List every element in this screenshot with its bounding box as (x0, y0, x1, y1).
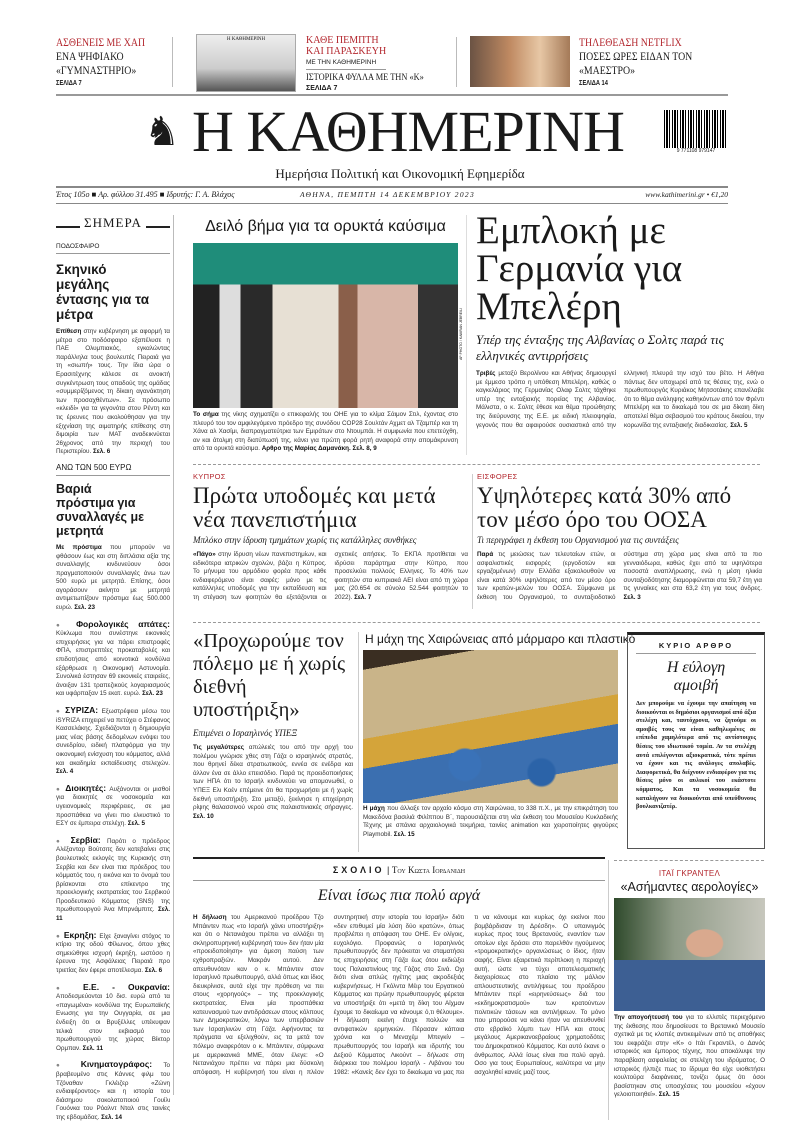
story-kicker: ΑΝΩ ΤΩΝ 500 ΕΥΡΩ (56, 463, 170, 476)
story-title: Υψηλότερες κατά 30% από τον μέσο όρο του ΟΟΣΑ (477, 483, 732, 532)
teaser-1[interactable] (56, 35, 171, 87)
story-subtitle: Μπλόκο στην ίδρυση τμημάτων χωρίς τις κατάλληλες συνθήκες (193, 535, 417, 545)
barcode-number: 9 771108 979147 (676, 148, 716, 154)
editorial-header: ΚΥΡΙΟ ΑΡΘΡΟ (636, 641, 756, 654)
date-line: ΑΘΗΝΑ, ΠΕΜΠΤΗ 14 ΔΕΚΕΜΒΡΙΟΥ 2023 (300, 190, 476, 199)
battle-title[interactable]: Η μάχη της Χαιρώνειας από μάρμαρο και πλαστικό (365, 632, 636, 646)
teaser-kicker: ΤΗΛΕΘΕΑΣΗ NETFLIX (579, 35, 682, 49)
bullet-icon: ● (56, 932, 64, 940)
battle-caption: Η μάχη που άλλαξε τον αρχαίο κόσμο στη Χαιρώνεια, το 338 π.Χ., με την επικράτηση του Μακεδόνα βασιλιά Φιλίππου Β΄, παρουσιάζεται στη νέα έκθεση του Μουσείου Κυκλαδικής Τέχνης με σπάνια αρχαιολογικά τεκμήρια, ταινίες animation και χειροποίητες φιγούρες Playmobil. Σελ. 15 (363, 805, 618, 838)
story-subtitle: Επιμένει ο Ισραηλινός ΥΠΕΞ (193, 728, 298, 738)
comment-header: ΣΧΟΛΙΟ | Του Κωστα Ιορδανιδη (332, 865, 466, 875)
story-title: Βαριά πρόστιμα για συναλλαγές με μετρητά (56, 481, 145, 538)
story-title: Πρώτα υποδομές και μετά νέα πανεπιστήμια (193, 483, 436, 532)
photo-credit: AP PHOTO / KAMRAN JEBREILI (459, 308, 463, 360)
teaser-2[interactable] (306, 35, 452, 92)
lead-story[interactable] (476, 209, 766, 430)
website-price[interactable]: www.kathimerini.gr • €1,20 (645, 190, 728, 199)
story-title: «Ασήμαντες αερολογίες» (620, 880, 759, 894)
cop28-photo[interactable] (193, 243, 458, 408)
teaser-page: ΣΕΛΙΔΑ 14 (579, 80, 608, 87)
bullet-icon: ● (56, 1062, 81, 1070)
story-subtitle: Τι περιγράφει η έκθεση του Οργανισμού για τις συντάξεις (477, 535, 679, 545)
lead-subtitle: Υπέρ της ένταξης της Αλβανίας ο Σολτς παρά τις ελληνικές αντιρρήσεις (476, 332, 724, 363)
cyprus-story[interactable]: ΚΥΠΡΟΣ Πρώτα υποδομές και μετά νέα πανεπιστήμια Μπλόκο στην ίδρυση τμημάτων χωρίς τις κατάλληλες συνθήκες «Πάγο» στην ίδρυση νέων πανεπιστημίων, και ειδικότερα ιατρικών σχολών, βάζει η Κύπρος. Το μήνυμα του αρμόδιου φορέα προς κάθε ενδιαφερόμενο είναι σαφές: μόνο με τις κατάλληλες υποδομές για την εκπαίδευση και τη στέγαση των φοιτητών θα εξετάζονται οι σχετικές αιτήσεις. Το ΕΚΠΑ προτίθεται να ιδρύσει παράρτημα στην Κύπρο, που προσελκύει πολλούς Ελληνες. Το 40% των φοιτητών στα κυπριακά ΑΕΙ είναι από τη χώρα μας (20.654 σε σύνολο 52.544 φοιτητών το 2022). Σελ. 7 (193, 472, 468, 601)
page-ref: Σελ. 23 (74, 604, 96, 612)
editorial-title: Η εύλογη αμοιβή (666, 659, 726, 694)
thumb-masthead: Η ΚΑΘΗΜΕΡΙΝΗ (226, 37, 266, 42)
today-brief[interactable]: ● Σερβία: Παρότι ο πρόεδρος Αλέξανταρ Βούτσιτς δεν κατεβαίνει στις βουλευτικές εκλογές της Κυριακής στη Σερβία και δεν είναι πια πρόεδρος του κόμματός του, η εικόνα και το όνομά του βρίσκονται στο επίκεντρο της προεκλογικής εκστρατείας του Σερβικού Προοδευτικού Κόμματος (SNS) της πρωθυπουργού Άνα Μπρνάμπιτς. Σελ. 11 (56, 834, 170, 923)
story-body: στην κυβέρνηση με αφορμή τα μέτρα στο ποδόσφαιρο εξαπέλυσε η ΠΑΕ Ολυμπιακός, εγκαλώντας παράλληλα τους βουλευτές Πειραιά για τη «σιωπή» τους. Την ίδια ώρα ο Ερασιτέχνης κάλεσε σε ανοικτή συγκέντρωση τους οπαδούς της ομάδας «συμμερίζόμενος τη δίκαιη αγανάκτηση των προσαχθέντων». Σε πρόσωπο «κλειδί» για τα γεγονότα στου Ρέντη και τις έρευνες που ακολούθησαν για την εξιχνίαση της αιματηρής επίθεσης στη διμοιρία των ΜΑΤ αναδεικνύεται 26χρονος από την περιοχή του Περιστερίου. (56, 328, 170, 456)
today-story[interactable] (56, 463, 170, 613)
story-kicker: ΙΤΑΪ ΓΚΡΑΝΤΕΛ (658, 869, 721, 878)
teaser-3[interactable] (579, 35, 727, 87)
lead-lead: Τριβές (476, 370, 496, 377)
lead-title: Εμπλοκή με Γερμανία για Μπελέρη (476, 209, 683, 328)
masthead-subtitle: Ημερήσια Πολιτική και Οικονομική Εφημερίδα (275, 166, 525, 181)
teaser-title: ΠΟΣΕΣ ΩΡΕΣ ΕΙΔΑΝ ΤΟΝ «ΜΑΕΣΤΡΟ» (579, 49, 693, 77)
bullet-icon: ● (56, 708, 66, 715)
editorial-body: Δεν μπορούμε να έχουμε την απαίτηση να διοικούνται οι δημόσιοι οργανισμοί από άξια στελέχη και, ταυτόχρονα, να ζητούμε οι αμοιβές τους να είναι καθηλωμένες σε επίπεδα χαμηλότερα από τις αντίστοιχες θέσεις του ιδιωτικού τομέα. Αν τα στελέχη αυτά επιλέγονται αξιοκρατικά, τότε πρέπει να έχουν και τις ανάλογες απολαβές. Διαφορετικά, θα δείχνουν ενδιαφέρον για τις θέσεις μόνο οι αυλικοί του εκάστοτε κόμματος. Και τα νοσοκομεία θα καταλήγουν να διοικούνται από υπεύθυνους βουλκανιζατέρ. (636, 700, 756, 811)
comment-author: Του Κωστα Ιορδανιδη (391, 865, 466, 875)
teaser-sub: ΜΕ ΤΗΝ ΚΑΘΗΜΕΡΙΝΗ (306, 59, 386, 70)
comment-title[interactable]: Είναι ίσως πια πολύ αργά (317, 887, 481, 904)
page-ref: Σελ. 5 (730, 421, 748, 429)
today-column (56, 215, 170, 1123)
israel-story[interactable]: «Προχωρούμε τον πόλεμο με ή χωρίς διεθνή υποστήριξη» Επιμένει ο Ισραηλινός ΥΠΕΞ Τις μεγαλύτερες απώλειές του από την αρχή του πολέμου γνώρισε χθες στη Γάζα ο ισραηλινός στρατός, που θρηνεί δέκα στρατιωτικούς, εννέα σε ενέδρα και άλλον ένα σε άλλο επεισόδιο. Παρά τις προειδοποιήσεις των ΗΠΑ ότι το Ισραήλ κινδυνεύει να απομονωθεί, ο ΥΠΕΞ Ελι Κοέν επέμεινε ότι θα προχωρήσει με ή χωρίς διεθνή υποστήριξη. Στο μεταξύ, ξεκίνησε η επιχείρηση ρίψης θαλασσινού νερού στις παλαιστινιακές σήραγγες. Σελ. 10 (193, 630, 353, 820)
teaser-3-photo[interactable] (470, 36, 570, 87)
teaser-kicker: ΑΣΘΕΝΕΙΣ ΜΕ ΧΑΠ (56, 35, 146, 49)
battle-photo[interactable] (363, 650, 618, 803)
bullet-icon: ● (56, 984, 83, 992)
story-lead: Επίθεση (56, 328, 82, 335)
teaser-page: ΣΕΛΙΔΑ 7 (306, 85, 338, 92)
contributions-story[interactable]: ΕΙΣΦΟΡΕΣ Υψηλότερες κατά 30% από τον μέσο όρο του ΟΟΣΑ Τι περιγράφει η έκθεση του Οργανισμού για τις συντάξεις Παρά τις μειώσεις των τελευταίων ετών, οι ασφαλιστικές εισφορές (εργοδοτών και εργαζομένων) στην Ελλάδα εξακολουθούν να είναι κατά 30% υψηλότερες από τον μέσο όρο των κρατών-μελών του ΟΟΣΑ. Σύμφωνα με έκθεση του Οργανισμού, το συνταξιοδοτικό σύστημα στη χώρα μας είναι από τα πιο γενναιόδωρα, καθώς έχει από τα υψηλότερα ποσοστά αναπλήρωσης, ενώ η μέση ηλικία συνταξιοδότησης διαμορφώνεται στα 59,7 έτη για τις γυναίκες και στα 63,2 έτη για τους άνδρες. Σελ. 3 (477, 472, 762, 601)
teaser-title: ΕΝΑ ΨΗΦΙΑΚΟ «ΓΥΜΝΑΣΤΗΡΙΟ» (56, 49, 137, 77)
bullet-icon: ● (56, 621, 77, 629)
today-story[interactable] (56, 243, 170, 457)
today-brief[interactable]: ● Εκρηξη: Είχε ξαναγίνει στόχος το κτίριο της οδού Φίλωνος, όπου χθες σημειώθηκε ισχυρή έκρηξη, ωστόσο η έρευνα της Ασφάλειας Πειραιά προ τριετίας δεν έφερε αποτέλεσμα. Σελ. 6 (56, 929, 170, 975)
issue-info: Έτος 105ο ■ Αρ. φύλλου 31.495 ■ Ιδρυτής: Γ. Α. Βλάχος (56, 190, 235, 199)
bullet-icon: ● (56, 785, 66, 793)
teaser-page: ΣΕΛΙΔΑ 7 (56, 80, 82, 87)
today-brief[interactable]: ● Φορολογικές απάτες: Κύκλωμα που συνέστηνε εικονικές επιχειρήσεις για να πάρει επιστροφές ΦΠΑ, επιστρεπτέες προκαταβολές και επιδοτήσεις από κοινοτικά κονδύλια εξάρθρωσε η Οικονομική Αστυνομία. Συνολικά έστησαν 69 εικονικές εταιρείες, άνοιξαν 131 τραπεζικούς λογαριασμούς και υφάρπαξαν 15 εκατ. ευρώ. Σελ. 23 (56, 618, 170, 698)
griffin-logo-icon: ♞ (144, 109, 180, 155)
story-kicker: ΕΙΣΦΟΡΕΣ (477, 472, 518, 481)
teaser-title: ΙΣΤΟΡΙΚΑ ΦΥΛΛΑ ΜΕ ΤΗΝ «Κ» (306, 73, 424, 83)
comment-label: ΣΧΟΛΙΟ (332, 865, 385, 875)
today-brief[interactable]: ● Ε.Ε. - Ουκρανία: Αποδεσμεύονται 10 δισ. ευρώ από τα «παγωμένα» κονδύλια της Ευρωπαϊκής Ενωσης για την Ουγγαρία, σε μια ένδειξη ότι οι Βρυξέλλες υπέκυψαν τελικά στον εκβιασμό του πρωθυπουργού της χώρας Βίκτορ Ορμπαν. Σελ. 11 (56, 981, 170, 1052)
editorial-box[interactable] (627, 632, 765, 849)
story-title: «Προχωρούμε τον πόλεμο με ή χωρίς διεθνή υποστήριξη» (193, 630, 346, 721)
story-kicker: ΚΥΠΡΟΣ (193, 472, 226, 481)
lead-body: μεταξύ Βερολίνου και Αθήνας δημιουργεί με έμμεσο τρόπο η υπόθεση Μπελέρη, καθώς ο καγκελάριος της Γερμανίας Ολαφ Σολτς τάχθηκε υπέρ της ενταξιακής πορείας της Αλβανίας. Μάλιστα, ο κ. Σολτς έθεσε και θέμα προώθησης της διεύρυνσης της Ε.Ε. με ειδική πλειοψηφία, γεγονός που θα αφαιρούσε ουσιαστικά από την ελληνική πλευρά την ισχύ του βέτο. Η Αθήνα πάντως δεν υποχωρεί από τις θέσεις της, ενώ ο πρωθυπουργός Κυριάκος Μητσοτάκης επανέλαβε ότι το θέμα ανάληψης καθηκόντων από τον Φρέντι Μπελέρη και το δικαίωμά του σε μια δίκαιη δίκη αποτελεί θέμα σεβασμού του κράτους δικαίου, την κορωνίδα της ενταξιακής διαδικασίας. (476, 370, 765, 429)
story-kicker: ΠΟΔΟΣΦΑΙΡΟ (56, 243, 170, 254)
teaser-kicker: ΚΑΘΕ ΠΕΜΠΤΗ ΚΑΙ ΠΑΡΑΣΚΕΥΗ (306, 35, 387, 57)
today-brief[interactable]: ● Κινηματογράφος: Το βραβευμένο στις Κάννες φιλμ του Τζόναθαν Γκλέιζερ «Ζώνη ενδιαφέροντος» και η ιστορία του διάσημου σοκολατοποιού Γουίλι Γουόνκα του Ρόαλντ Νταλ στις ταινίες της εβδομάδας. Σελ. 14 (56, 1059, 171, 1121)
barcode (664, 110, 728, 158)
today-brief[interactable]: ● ΣΥΡΙΖΑ: Εξωστρέφεια μέσω του iSYRIZA επιχειρεί να πετύχει ο Στέφανος Κασσελάκης. Σχεδιάζονται η δημιουργία μιας νέας βάσης δεδομένων ενόψει του συνεδρίου, ειδική πλατφόρμα για την οικονομική ενίσχυση του κόμματος, αλλά και ακαδημία εκπαίδευσης στελεχών. Σελ. 4 (56, 705, 170, 776)
today-header: ΣΗΜΕΡΑ (84, 215, 142, 230)
masthead-title: Η ΚΑΘΗΜΕΡΙΝΗ (192, 99, 624, 164)
photo-story-title[interactable]: Δειλό βήμα για τα ορυκτά καύσιμα (205, 218, 446, 235)
photo-caption: Το σήμα της νίκης σχηματίζει ο επικεφαλής του ΟΗΕ για το κλίμα Σάιμον Στιλ, έχοντας στο πλευρό του τον αμφιλεγόμενο πρόεδρο της συνόδου COP28 Σουλτάν Αχμετ αλ Τζαμπέρ και τη Χάνα αλ Χασίμι, διαπραγματεύτρια των Εμιράτων στο Ντουμπάι. Η συμφωνία που επετεύχθη, αν και άτολμη στη διατύπωσή της, κάνει για πρώτη φορά ρητή αναφορά στην απομάκρυνση από τα ορυκτά καύσιμα. Αρθρο της Μαρίας Δαμανάκη. Σελ. 8, 9 (193, 411, 459, 453)
today-brief[interactable]: ● Διοικητές: Αυξάνονται οι μισθοί για διοικητές σε νοσοκομεία και υγειονομικές περιφέρειες, σε μια προσπάθεια να γίνει πιο ελκυστικό το ΕΣΥ σε έμπειρα στελέχη. Σελ. 5 (56, 782, 170, 828)
bullet-icon: ● (56, 837, 71, 845)
story-body: που μπορούν να φθάσουν έως και στη διπλάσια αξία της συναλλαγής κινδυνεύουν όσοι πραγματοποιούν συναλλαγές άνω των 500 ευρώ με μετρητά. Επίσης, όσοι αγοράσουν ακίνητο με μετρητά αντιμετωπίζουν πρόστιμα έως 500.000 ευρώ. (56, 543, 170, 612)
story-title: Σκηνικό μεγάλης έντασης για τα μέτρα (56, 262, 150, 322)
comment-body: Η δήλωση του Αμερικανού προέδρου Τζο Μπάιντεν πως «το Ισραήλ χάνει υποστήριξη» και ότι ο Νετανιάχου πρέπει να αλλάξει τη σκληροπυρηνική κυβέρνησή του» δεν ήταν μία «προειδοποίηση» για άμεση παύση των εχθροπραξιών. Μακράν αυτού. Δεν απευθυνόταν καν ο κ. Μπάιντεν στον Ισραηλινό πρωθυπουργό, αλλά όπως και ίδιος διευκρίνισε, αυτά είχε την πρόθεση να πει στους «χορηγούς» – της προεκλογικής εκστρατείας. Είναι μία προσπάθεια κατευνασμού των αντιδράσεων στους κόλπους των Δημοκρατικών, λόγω των υπερβασιών των Ισραηλινών στη Γάζα. Αφήνοντας τα πράγματα να εξελιχθούν, εις τα μετά τον πόλεμο αναφερόταν ο κ. Μπάιντεν, σύμφωνα με αμερικανικά ΜΜΕ, όταν έλεγε: «Ο Νετανιάχου πρέπει να πάρει μια δύσκολη απόφαση. Η κυβέρνησή του είναι η πλέον συντηρητική στην ιστορία του Ισραήλ» διότι «δεν επιθυμεί μία λύση δύο κρατών», όπως προβλέπει η απόφαση του ΟΗΕ. Εν ολίγοις, ευχολόγιο. Προφανώς ο Ισραηλινός πρωθυπουργός δεν πρόκειται να σταματήσει τις επιχειρήσεις στη Γάζα έως ότου εκδιώξει τους Παλαιστινίους της Γάζας στο Σινά. Οχι διότι είναι απλώς ηγέτης μιας ακροδεξιάς κυβερνήσεως. Η Γκόλντα Μέιρ του Εργατικού Κόμματος και πρώην πρωθυπουργός φέρεται να υποστήριξε ότι «μετά τη δίκη του Αϊχμαν έχουμε το δικαίωμα να κάνουμε ό,τι θέλουμε». Η δήλωση εκείνη έτυχε πολλών και αντιφατικών ερμηνειών. Πέρασαν κάποια χρόνια και ο Μεναχέμ Μπεγκίν – πρωθυπουργός του Ισραήλ και ιδρυτής του Δεξιού Κόμματος Λικούντ – δήλωσε στη διάρκεια του πολέμου Ισραήλ - Λιβάνου του 1982: «Κανείς δεν έχει το δικαίωμα να μας πει τι να κάνουμε και κυρίως όχι εκείνοι που βομβάρδισαν τη Δρέσδη». Ο υπαινιγμός κυρίως προς τους Βρετανούς, εναντίον των οποίων είχε δράσει στο παρελθόν ηγούμενος «τρομοκρατικής» οργανώσεως ο ίδιος, ήταν σαφής. Είναι εξαιρετικά περίπλοκη η περιοχή αυτή, ώστε να τύχει αποτελεσματικής διαχειρίσεως στο πλαίσιο της μάλλον απλουστευτικής αντιλήψεως του προέδρου Μπάιντεν περί «ειρηνεύσεως» διά του «εκδημοκρατισμού» των κρατούντων πολιτικών τάσεων και αντιλήψεων. Το μόνο που μπορούσε να κάνει ήταν να απευθυνθεί στο εβραϊκό λόμπι των ΗΠΑ και στους μεγάλους Αμερικανοεβραίους χρηματοδότες του Δημοκρατικού Κόμματος. Και αυτό έκανε ο άνθρωπος. Αλλά ίσως είναι πια πολύ αργά. Οσο για τους Ευρωπαίους, καλύτερα να μην ασχοληθεί κανείς μαζί τους. (193, 914, 605, 1076)
interview-photo (614, 898, 765, 1011)
teaser-2-thumbnail[interactable] (196, 34, 296, 92)
interview-story[interactable]: ΙΤΑΪ ΓΚΡΑΝΤΕΛ «Ασήμαντες αερολογίες» Την απογοήτευσή του για το ελλιπές περιεχόμενο της έκθεσης που δημοσίευσε το Βρετανικό Μουσείο σχετικά με τις κλοπές αντικειμένων από τις αποθήκες του εκφράζει στην «Κ» ο Ιτάι Γκραντέλ, ο Δανός ιστορικός και έμπορος τέχνης, που αποκάλυψε την παραβίαση ασφαλείας σε στελέχη του ιδρύματος. Ο ιστορικός ήλπιζε πως το ίδρυμα θα είχε υιοθετήσει κουλτούρα διαφάνειας, τονίζει όμως ότι όσοι βασίστηκαν στις υποσχέσεις του μουσείου «έχουν γελοιοποιηθεί». Σελ. 15 (614, 869, 765, 1099)
page-ref: Σελ. 6 (92, 448, 111, 456)
story-lead: Με πρόστιμα (56, 543, 102, 551)
